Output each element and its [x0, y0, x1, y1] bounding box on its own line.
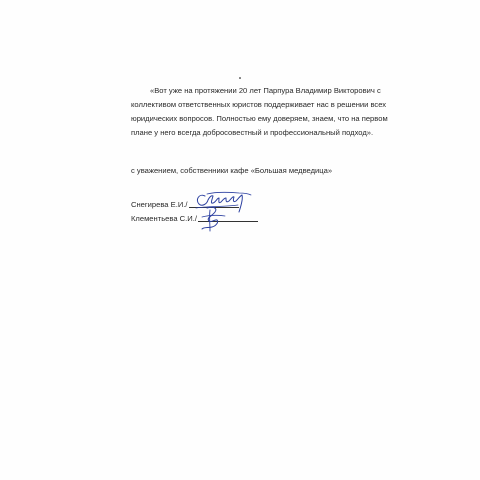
- paragraph-line-2: коллективом ответственных юристов поддерживает нас в решении всех: [131, 100, 387, 109]
- stray-dot: [239, 77, 241, 79]
- paragraph-line-4: плане у него всегда добросовестный и профессиональный подход».: [131, 128, 374, 137]
- signatory-row-2: [131, 213, 258, 224]
- signatory-name-1: Снегирева Е.И./: [131, 200, 188, 209]
- paragraph-line-1: «Вот уже на протяжении 20 лет Парпура Владимир Викторович с: [150, 86, 381, 95]
- paragraph-line-3: юридических вопросов. Полностью ему доверяем, знаем, что на первом: [131, 114, 388, 123]
- regards-line: с уважением, собственники кафе «Большая медведица»: [131, 166, 333, 175]
- handwritten-signature-icon: [198, 205, 228, 233]
- signatory-name-2: Клементьева С.И./: [131, 214, 197, 223]
